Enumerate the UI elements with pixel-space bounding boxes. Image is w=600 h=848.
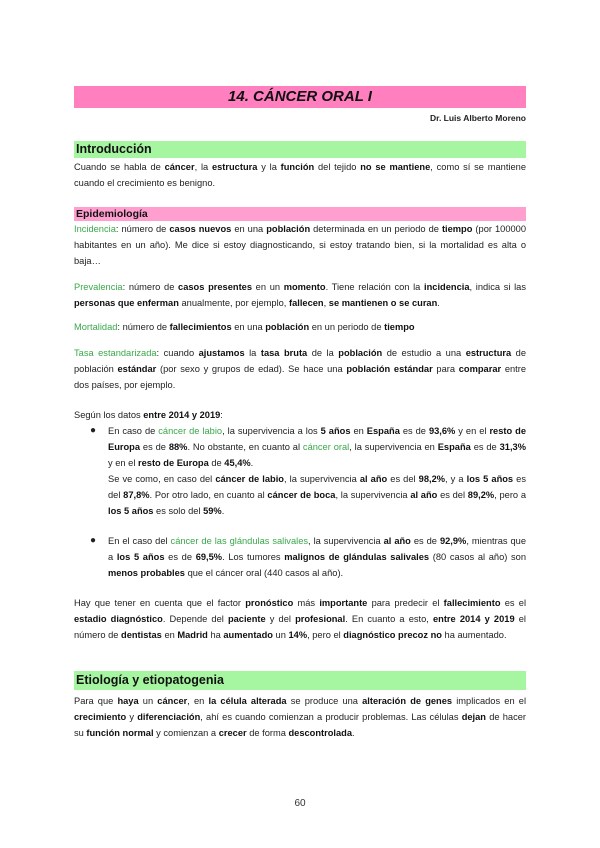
list-item: ● En el caso del cáncer de las glándulas salivales, la supervivencia al año es de 92,9%, mientras que a los 5 años es de 69,5%. Los tumores malignos de glándulas salivales (80 casos al año) son menos probables que el cáncer oral (440 casos al año). xyxy=(90,535,526,578)
etiologia-paragraph: Para que haya un cáncer, en la célula alterada se produce una alteración de genes implicados en el crecimiento y diferenciación, ahí es cuando comienzan a producir problemas. Las células dejan de hacer su función normal y comienzan a crecer de forma descontrolada. xyxy=(74,696,527,738)
list-item-continuation: Se ve como, en caso del cáncer de labio, la supervivencia al año es del 98,2%, y a los 5 años es del 87,8%. Por otro lado, en cuanto al cáncer de boca, la supervivencia al año es del 89,2%, pero a los 5 años es solo del 59%. xyxy=(108,474,526,516)
factor-paragraph: Hay que tener en cuenta que el factor pronóstico más importante para predecir el fallecimiento es el estadio diagnóstico. Depende del paciente y del profesional. En cuanto a esto, entre 2014 y 2019 el número de dentistas en Madrid ha aumentado un 14%, pero el diagnóstico precoz no ha aumentado. xyxy=(74,598,527,640)
bullet-icon: ● xyxy=(90,425,97,436)
mortalidad-paragraph: Mortalidad: número de fallecimientos en una población en un periodo de tiempo xyxy=(74,322,415,332)
list-item: ● En caso de cáncer de labio, la supervivencia a los 5 años en España es de 93,6% y en el resto de Europa es de 88%. No obstante, en cuanto al cáncer oral, la supervivencia en España es de 31,3% y en el resto de Europa de 45,4%. xyxy=(90,425,526,468)
author: Dr. Luis Alberto Moreno xyxy=(429,113,526,123)
page-title: 14. CÁNCER ORAL I xyxy=(228,88,372,105)
title-bar xyxy=(74,86,526,108)
intro-paragraph: Cuando se habla de cáncer, la estructura y la función del tejido no se mantiene, como sí se mantiene cuando el crecimiento es benigno. xyxy=(74,162,526,188)
section-heading-epidemiologia: Epidemiología xyxy=(74,207,526,221)
section-heading-introduccion: Introducción xyxy=(74,141,526,158)
spacer xyxy=(74,519,526,533)
segun-line: Según los datos entre 2014 y 2019: xyxy=(74,410,223,420)
bullet-icon: ● xyxy=(90,535,97,546)
tasa-paragraph: Tasa estandarizada: cuando ajustamos la tasa bruta de la población de estudio a una estructura de población estándar (por sexo y grupos de edad). Se hace una población estándar para comparar entre dos países, por ejemplo. xyxy=(74,348,527,390)
prevalencia-paragraph: Prevalencia: número de casos presentes en un momento. Tiene relación con la incidencia, indica si las personas que enferman anualmente, por ejemplo, fallecen, se mantienen o se curan. xyxy=(74,282,526,308)
page-number: 60 xyxy=(294,798,306,809)
section-heading-etiologia: Etiología y etiopatogenia xyxy=(74,671,526,690)
incidencia-paragraph: Incidencia: número de casos nuevos en una población determinada en un periodo de tiempo (por 100000 habitantes en un año). Me dice si estoy diagnosticando, si estoy tratando bien, si la mortalidad es alta o baja… xyxy=(74,224,527,266)
bullet-list xyxy=(74,423,526,581)
